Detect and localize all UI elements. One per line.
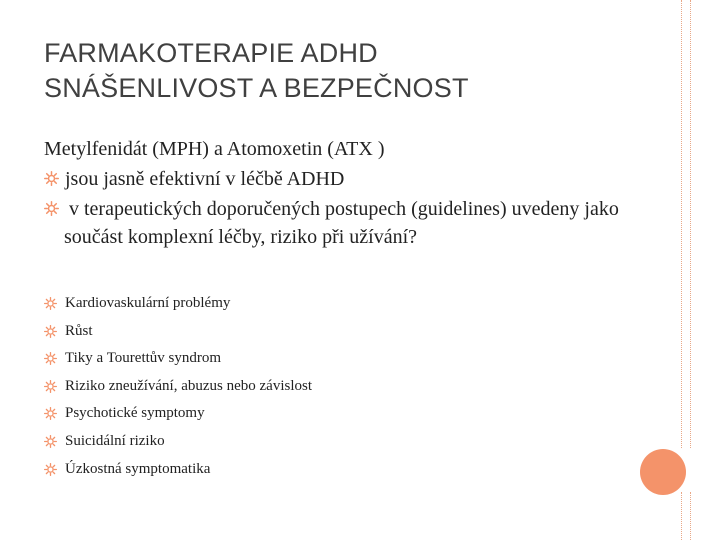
list-item-text: Úzkostná symptomatika <box>65 460 211 477</box>
decorative-rail <box>681 0 682 448</box>
list-item-text: Suicidální riziko <box>65 432 165 449</box>
list-item <box>44 165 644 193</box>
sun-bullet-icon <box>44 380 57 393</box>
sun-bullet-icon <box>44 325 57 338</box>
list-item-text: v terapeutických doporučených postupech (guidelines) uvedeny jako součást komplexní léčby, riziko při užívání? <box>64 198 624 248</box>
list-item-text: Psychotické symptomy <box>65 405 205 422</box>
lead-text: Metylfenidát (MPH) a Atomoxetin (ATX ) <box>44 138 385 160</box>
list-item-text: jsou jasně efektivní v léčbě ADHD <box>65 168 345 190</box>
list-item-text: Riziko zneužívání, abuzus nebo závislost <box>65 377 313 394</box>
list-item-text: Kardiovaskulární problémy <box>65 295 231 311</box>
sun-bullet-icon <box>44 352 57 365</box>
list-item-text: Růst <box>65 322 93 339</box>
list-item <box>44 318 644 346</box>
list-item <box>44 456 644 484</box>
sun-bullet-icon <box>44 463 57 476</box>
sun-bullet-icon <box>44 201 59 216</box>
main-bullet-list <box>44 165 644 253</box>
list-item <box>44 345 644 373</box>
sun-bullet-icon <box>44 297 57 310</box>
list-item-text: Tiky a Tourettův syndrom <box>65 350 222 367</box>
slide-title <box>44 36 664 106</box>
risk-list <box>44 290 644 483</box>
sun-bullet-icon <box>44 171 59 186</box>
sun-bullet-icon <box>44 435 57 448</box>
list-item <box>44 290 644 318</box>
slide-title-line: SNÁŠENLIVOST A BEZPEČNOST <box>44 73 469 103</box>
slide-title-line: FARMAKOTERAPIE ADHD <box>44 38 378 68</box>
list-item <box>44 428 644 456</box>
list-item <box>44 373 644 401</box>
decorative-rail <box>690 492 691 540</box>
sun-bullet-icon <box>44 407 57 420</box>
list-item <box>44 195 644 251</box>
list-item <box>44 400 644 428</box>
decorative-circle <box>640 449 686 495</box>
decorative-rail <box>681 492 682 540</box>
decorative-rail <box>690 0 691 448</box>
